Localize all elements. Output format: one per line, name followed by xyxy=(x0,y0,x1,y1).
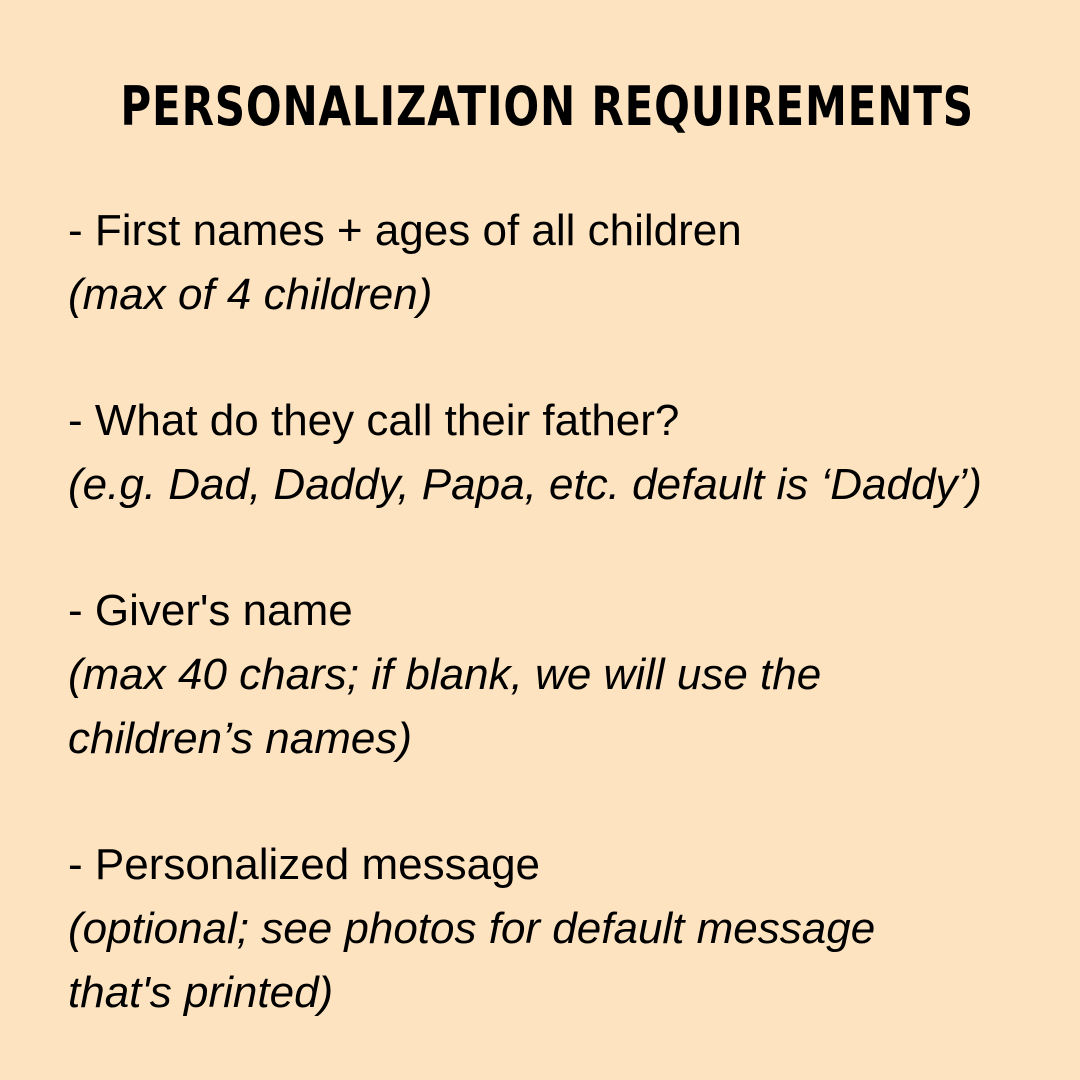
requirement-heading: - Personalized message xyxy=(68,840,541,889)
page-title xyxy=(0,62,1080,152)
requirement-heading: - Giver's name xyxy=(68,586,353,635)
requirement-item-father-name xyxy=(68,389,1028,517)
requirement-note: (e.g. Dad, Daddy, Papa, etc. default is ‘Daddy’) xyxy=(68,460,982,509)
requirement-note: children’s names) xyxy=(68,714,413,763)
requirement-item-giver-name xyxy=(68,579,1028,771)
requirement-note: (max 40 chars; if blank, we will use the xyxy=(68,650,822,699)
requirement-note: (optional; see photos for default message xyxy=(68,904,876,953)
page-title-text: PERSONALIZATION REQUIREMENTS xyxy=(120,75,974,138)
requirement-item-message xyxy=(68,833,1028,1025)
requirement-heading: - First names + ages of all children xyxy=(68,206,742,255)
requirement-item-children xyxy=(68,199,1028,327)
requirement-note: that's printed) xyxy=(68,968,334,1017)
requirement-note: (max of 4 children) xyxy=(68,270,433,319)
requirement-heading: - What do they call their father? xyxy=(68,396,680,445)
requirements-list xyxy=(68,199,1028,1025)
